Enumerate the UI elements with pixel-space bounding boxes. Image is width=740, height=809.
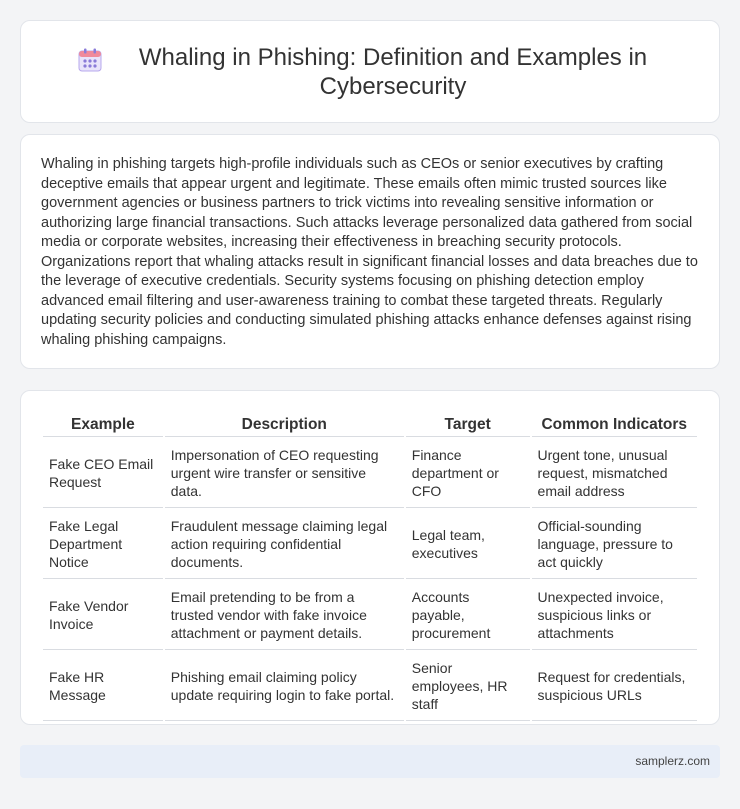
table-cell: Fake CEO Email Request bbox=[43, 439, 163, 508]
table-cell: Unexpected invoice, suspicious links or attachments bbox=[532, 581, 697, 650]
footer bbox=[20, 745, 720, 778]
table-header-row bbox=[43, 413, 697, 437]
table-row bbox=[43, 652, 697, 721]
table-row bbox=[43, 439, 697, 508]
intro-card bbox=[20, 134, 720, 369]
page-title: Whaling in Phishing: Definition and Examples in Cybersecurity bbox=[138, 43, 648, 100]
table-card bbox=[20, 390, 720, 725]
table-cell: Finance department or CFO bbox=[406, 439, 530, 508]
table-cell: Fake Legal Department Notice bbox=[43, 510, 163, 579]
column-header: Common Indicators bbox=[532, 413, 697, 437]
column-header: Example bbox=[43, 413, 163, 437]
intro-paragraph: Whaling in phishing targets high-profile individuals such as CEOs or senior executives by crafting deceptive emails that appear urgent and legitimate. These emails often mimic trusted sources like government agencies or business partners to trick victims into revealing sensitive information or authorizing large financial transactions. Such attacks leverage personalized data gathered from social media or corporate websites, increasing their effectiveness in breaching security protocols. Organizations report that whaling attacks result in significant financial losses and data breaches due to the leverage of executive credentials. Security systems focusing on phishing detection employ advanced email filtering and user-awareness training to combat these targeted threats. Regularly updating security policies and conducting simulated phishing attacks enhance defenses against rising whaling phishing campaigns. bbox=[41, 156, 698, 348]
table-cell: Urgent tone, unusual request, mismatched email address bbox=[532, 439, 697, 508]
table-row bbox=[43, 510, 697, 579]
table-cell: Fraudulent message claiming legal action requiring confidential documents. bbox=[165, 510, 404, 579]
calendar-icon bbox=[77, 47, 103, 73]
table-cell: Senior employees, HR staff bbox=[406, 652, 530, 721]
table-cell: Phishing email claiming policy update requiring login to fake portal. bbox=[165, 652, 404, 721]
table-row bbox=[43, 581, 697, 650]
column-header: Target bbox=[406, 413, 530, 437]
table-cell: Request for credentials, suspicious URLs bbox=[532, 652, 697, 721]
column-header: Description bbox=[165, 413, 404, 437]
footer-site-link[interactable]: samplerz.com bbox=[635, 754, 710, 768]
table-cell: Fake HR Message bbox=[43, 652, 163, 721]
title-card bbox=[20, 20, 720, 123]
table-cell: Impersonation of CEO requesting urgent wire transfer or sensitive data. bbox=[165, 439, 404, 508]
examples-table bbox=[41, 411, 699, 723]
table-cell: Accounts payable, procurement bbox=[406, 581, 530, 650]
table-cell: Fake Vendor Invoice bbox=[43, 581, 163, 650]
table-cell: Official-sounding language, pressure to act quickly bbox=[532, 510, 697, 579]
table-cell: Legal team, executives bbox=[406, 510, 530, 579]
table-cell: Email pretending to be from a trusted vendor with fake invoice attachment or payment details. bbox=[165, 581, 404, 650]
